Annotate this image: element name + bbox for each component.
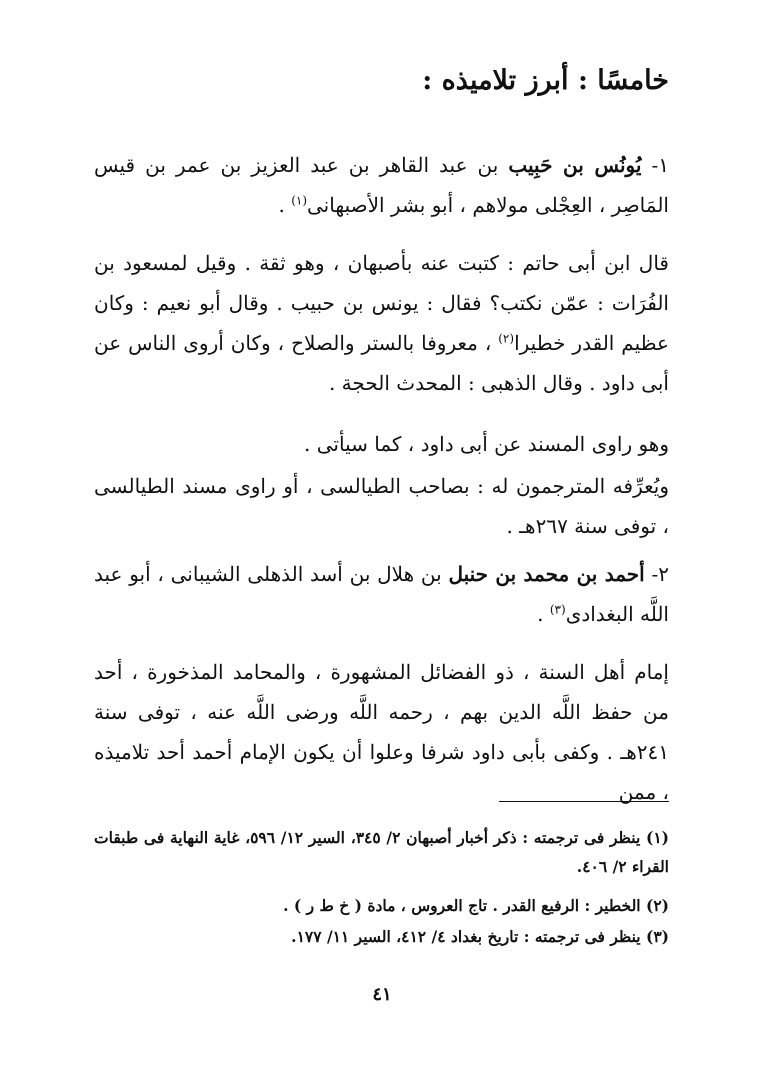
footnote-2: (٢) الخطير : الرفيع القدر . تاج العروس ، مادة ( خ ط ر ) . [283, 896, 669, 915]
entry-end: . [278, 193, 292, 217]
entry-name: يُونُس بن حَبِيب [508, 153, 642, 177]
entry-yunus-ibn-habib [94, 145, 669, 225]
section-heading: خامسًا : أبرز تلاميذه : [422, 65, 669, 96]
paragraph-translators: ويُعرِّفه المترجمون له : بصاحب الطيالسى ، أو راوى مسند الطيالسى ، توفى سنة ٢٦٧هـ . [94, 474, 669, 538]
footnote-divider [499, 801, 669, 802]
footnote-3: (٣) ينظر فى ترجمته : تاريخ بغداد ٤/ ٤١٢، السير ١١/ ١٧٧. [291, 927, 669, 946]
paragraph-text: ، معروفا بالستر والصلاح ، وكان أروى الناس عن أبى داود . وقال الذهبى : المحدث الحجة . [94, 331, 669, 395]
paragraph-ibn-abi-hatim [94, 243, 669, 403]
footnote-reference[interactable]: (٢) [498, 331, 515, 346]
paragraph-rawi: وهو راوى المسند عن أبى داود ، كما سيأتى . [304, 432, 669, 456]
entry-number: ١- [641, 153, 669, 177]
paragraph-imam: إمام أهل السنة ، ذو الفضائل المشهورة ، والمحامد المذخورة ، أحد من حفظ اللَّه الدين بهم ، رحمه اللَّه ورضى اللَّه عنه ، توفى سنة ٢٤١هـ . وكفى بأبى داود شرفا وعلوا أن يكون الإمام أحمد أحد تلاميذه ، ممن [94, 660, 669, 804]
entry-number: ٢- [644, 562, 669, 586]
entry-description: بن عبد القاهر بن عبد العزيز بن عمر بن قيس المَاصِر ، العِجْلى مولاهم ، أبو بشر الأصبهانى [94, 153, 669, 217]
footnote-reference[interactable]: (٣) [549, 602, 566, 617]
entry-description: بن هلال بن أسد الذهلى الشيبانى ، أبو عبد اللَّه البغدادى [94, 562, 669, 626]
paragraph-text: قال ابن أبى حاتم : كتبت عنه بأصبهان ، وهو ثقة . وقيل لمسعود بن الفُرَات : عمّن نكتب؟ فقال : يونس بن حبيب . وقال أبو نعيم : وكان عظيم القدر خطيرا [94, 251, 669, 355]
footnote-1: (١) ينظر فى ترجمته : ذكر أخبار أصبهان ٢/ ٣٤٥، السير ١٢/ ٥٩٦، غاية النهاية فى طبقات القراء ٢/ ٤٠٦. [94, 828, 669, 876]
entry-ahmad-ibn-hanbal [94, 554, 669, 634]
footnote-reference[interactable]: (١) [291, 193, 308, 208]
entry-name: أحمد بن محمد بن حنبل [448, 562, 645, 586]
page-number: ٤١ [372, 984, 392, 1005]
entry-end: . [537, 602, 550, 626]
